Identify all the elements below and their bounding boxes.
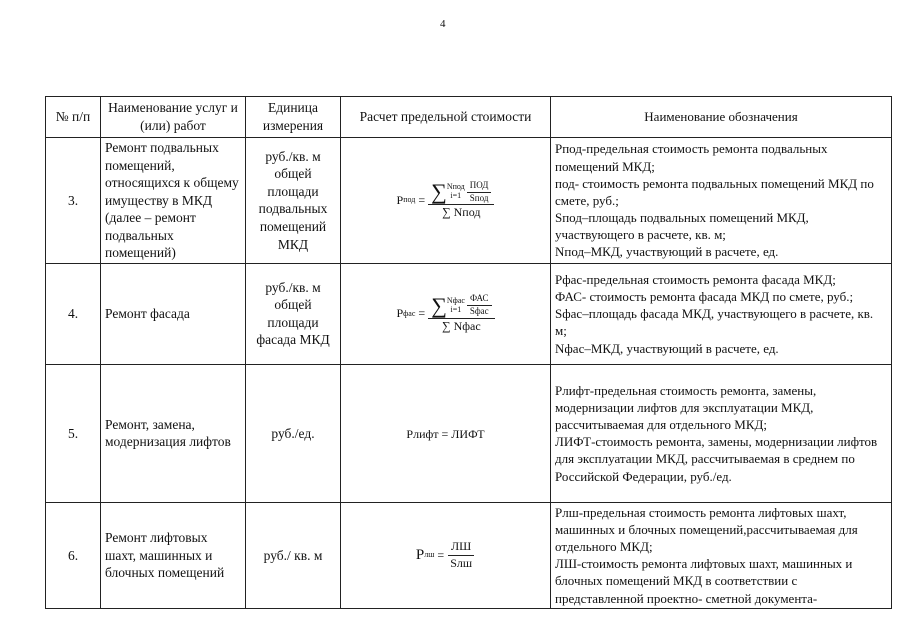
formula: Pлифт = ЛИФТ: [406, 426, 485, 441]
page-number: 4: [440, 18, 446, 30]
row-formula: [341, 364, 551, 502]
header-designation: Наименование обозначения: [551, 97, 892, 138]
row-number: 3.: [46, 138, 101, 264]
header-calculation: Расчет предельной стоимости: [341, 97, 551, 138]
row-service-name: Ремонт лифтовых шахт, машинных и блочных помещений: [101, 502, 246, 608]
formula: P под = ∑ Nпод i=1 $\frac{\text{ПОД}}{\text{Sпод}}$ ∑ Nпод: [397, 180, 495, 221]
formula: P лш = $\frac{ЛШ}{\text{Sлш}}$: [416, 539, 475, 571]
row-service-name: Ремонт подвальных помещений, относящихся к общему имуществу в МКД (далее – ремонт подвальных помещений): [101, 138, 246, 264]
row-number: 6.: [46, 502, 101, 608]
row-formula: [341, 502, 551, 608]
row-description: Pлифт-предельная стоимость ремонта, замены, модернизации лифтов для эксплуатации МКД, рассчитываемая для отдельного МКД; ЛИФТ-стоимость ремонта, замены, модернизации лифтов для эксплуатации МКД, рассчитываемая в среднем по Российской Федерации, руб./ед.: [551, 364, 892, 502]
row-unit: руб./кв. м общей площади фасада МКД: [246, 263, 341, 364]
row-service-name: Ремонт, замена, модернизация лифтов: [101, 364, 246, 502]
row-description: Pлш-предельная стоимость ремонта лифтовых шахт, машинных и блочных помещений,рассчитываемая для отдельного МКД; ЛШ-стоимость ремонта лифтовых шахт, машинных и блочных помещений МКД в соответствии с представленной проектно- сметной документа-: [551, 502, 892, 608]
formula: P фас = ∑ Nфас i=1 $\frac{\text{ФАС}}{\text{Sфас}}$ ∑ Nфас: [396, 293, 494, 334]
row-number: 4.: [46, 263, 101, 364]
row-unit: руб./кв. м общей площади подвальных помещений МКД: [246, 138, 341, 264]
table-row: [46, 364, 892, 502]
table-row: [46, 263, 892, 364]
table-header-row: [46, 97, 892, 138]
row-description: Pпод-предельная стоимость ремонта подвальных помещений МКД; под- стоимость ремонта подвальных помещений МКД по смете, руб.; Sпод–площадь подвальных помещений МКД, участвующего в расчете, кв. м; Nпод–МКД, участвующий в расчете, ед.: [551, 138, 892, 264]
header-unit: Единица измерения: [246, 97, 341, 138]
header-service-name: Наименование услуг и (или) работ: [101, 97, 246, 138]
row-number: 5.: [46, 364, 101, 502]
cost-table: [45, 96, 892, 609]
row-description: Pфас-предельная стоимость ремонта фасада МКД; ФАС- стоимость ремонта фасада МКД по смете, руб.; Sфас–площадь фасада МКД, участвующего в расчете, кв. м; Nфас–МКД, участвующий в расчете, ед.: [551, 263, 892, 364]
table-row: [46, 138, 892, 264]
row-service-name: Ремонт фасада: [101, 263, 246, 364]
row-unit: руб./ кв. м: [246, 502, 341, 608]
row-formula: [341, 138, 551, 264]
row-formula: [341, 263, 551, 364]
row-unit: руб./ед.: [246, 364, 341, 502]
table-row: [46, 502, 892, 608]
header-number: № п/п: [46, 97, 101, 138]
